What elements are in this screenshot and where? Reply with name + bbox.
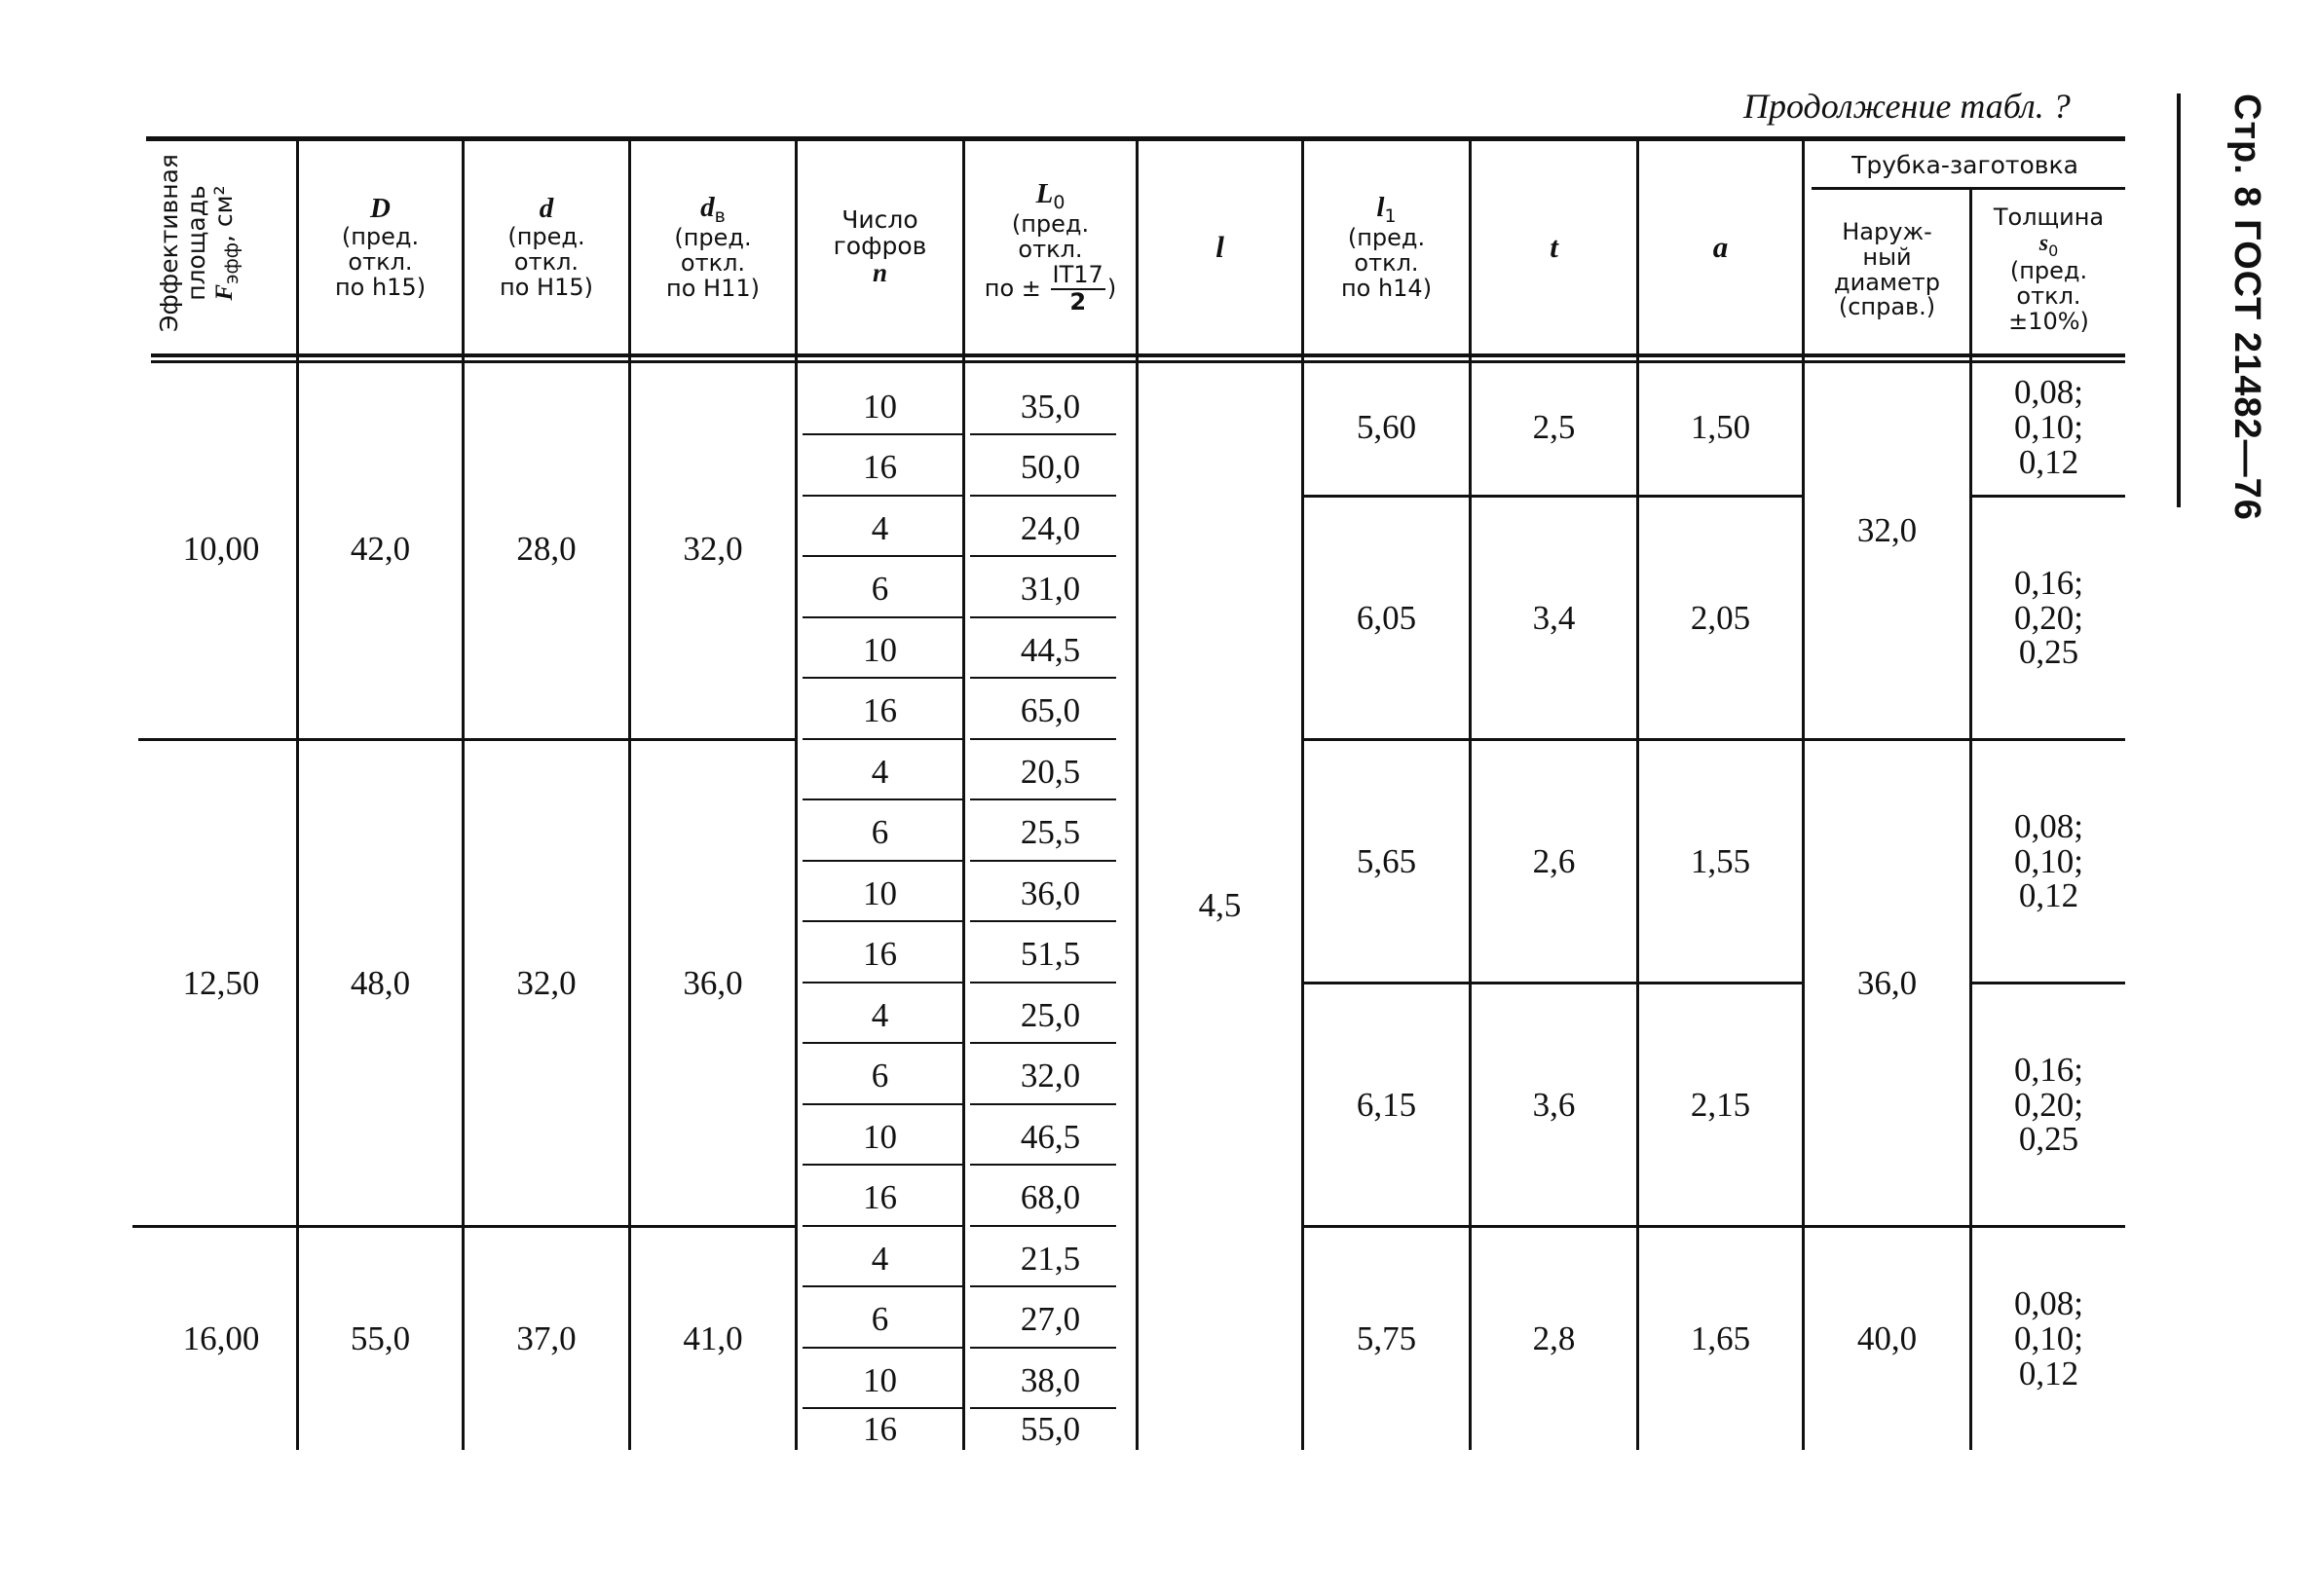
sub-5-s0-v3: 0,12 — [2018, 1354, 2079, 1392]
row-7-n: 4 — [871, 752, 889, 791]
sub-5-s0-v2: 0,10; — [2014, 1319, 2083, 1358]
row-rule-14 — [803, 1225, 962, 1227]
row-18-n: 16 — [863, 1410, 897, 1448]
row-14-n: 16 — [863, 1177, 897, 1216]
header-dv-symbol: d — [700, 191, 715, 223]
header-a — [1639, 144, 1802, 351]
sub-1-l1: 5,60 — [1356, 408, 1417, 446]
sub-2-l1: 6,05 — [1356, 598, 1417, 637]
row-6-L0: 65,0 — [1020, 690, 1081, 729]
row-9-L0: 36,0 — [1020, 873, 1081, 912]
header-outer-diameter — [1805, 190, 1969, 351]
row-11-n: 4 — [871, 995, 889, 1034]
row-rule-1b — [970, 433, 1116, 435]
header-f-symbol: F — [211, 283, 238, 301]
row-rule-10 — [803, 982, 962, 984]
sub-3-s0 — [1972, 741, 2125, 982]
group-3-D: 55,0 — [350, 1319, 411, 1357]
row-rule-16b — [970, 1347, 1116, 1349]
sub-1-s0-v1: 0,08; — [2014, 373, 2083, 412]
side-header-rule — [2177, 93, 2181, 507]
sub-2-s0-v2: 0,20; — [2014, 598, 2083, 637]
row-2-L0: 50,0 — [1020, 447, 1081, 486]
group-2-dv: 36,0 — [683, 963, 743, 1002]
header-l1-sub: 1 — [1384, 204, 1397, 227]
sub-3-t: 2,6 — [1532, 841, 1576, 880]
sub-3-l1: 5,65 — [1356, 841, 1417, 880]
header-L0-sub: 0 — [1053, 191, 1066, 213]
row-rule-13b — [970, 1164, 1116, 1166]
header-thickness-sub: 0 — [2048, 241, 2059, 260]
row-5-L0: 44,5 — [1020, 630, 1081, 669]
header-L0 — [965, 144, 1136, 351]
row-rule-3b — [970, 555, 1116, 557]
header-l1-symbol: l — [1376, 191, 1385, 223]
sub-1-a: 1,50 — [1690, 408, 1751, 446]
row-rule-1 — [803, 433, 962, 435]
header-effective-area — [156, 143, 243, 343]
row-10-L0: 51,5 — [1020, 934, 1081, 973]
sub-5-l1: 5,75 — [1356, 1319, 1417, 1357]
row-3-n: 4 — [871, 508, 889, 547]
row-rule-5 — [803, 677, 962, 679]
header-dv-sub: в — [714, 204, 726, 227]
row-rule-2 — [803, 495, 962, 497]
row-6-n: 16 — [863, 690, 897, 729]
header-L0-den: 2 — [1069, 288, 1087, 316]
header-D-symbol: D — [370, 193, 391, 225]
header-tube-group — [1805, 143, 2125, 187]
row-8-L0: 25,5 — [1020, 812, 1081, 851]
row-2-n: 16 — [863, 447, 897, 486]
row-12-L0: 32,0 — [1020, 1056, 1081, 1095]
sub-4-s0 — [1972, 984, 2125, 1225]
row-rule-3 — [803, 555, 962, 557]
group-1-F: 10,00 — [182, 530, 260, 568]
sub-3-s0-v3: 0,12 — [2018, 876, 2079, 915]
row-13-n: 10 — [863, 1117, 897, 1156]
group-1-D: 42,0 — [350, 530, 411, 568]
header-f-sub: эфф — [221, 241, 243, 284]
row-18-L0: 55,0 — [1020, 1410, 1081, 1448]
sub-5-a: 1,65 — [1690, 1319, 1751, 1357]
sub-2-a: 2,05 — [1690, 598, 1751, 637]
table-continuation-caption: Продолжение табл. ? — [1743, 87, 2071, 126]
header-a-symbol: a — [1712, 230, 1729, 265]
header-thickness — [1972, 190, 2125, 351]
group-3-F: 16,00 — [182, 1319, 260, 1357]
header-tube-group-label: Трубка-заготовка — [1851, 151, 2078, 179]
row-rule-7b — [970, 798, 1116, 800]
row-rule-6 — [803, 738, 962, 740]
row-rule-9 — [803, 920, 962, 922]
header-f-unit: , см² — [209, 185, 238, 242]
header-L0-fraction — [1051, 263, 1105, 315]
row-rule-11b — [970, 1042, 1116, 1044]
row-12-n: 6 — [871, 1056, 889, 1095]
header-n — [798, 144, 962, 351]
row-rule-10b — [970, 982, 1116, 984]
row-9-n: 10 — [863, 873, 897, 912]
sub-4-a: 2,15 — [1690, 1085, 1751, 1124]
header-L0-close: ) — [1106, 275, 1117, 303]
header-thickness-symbol: s — [2038, 231, 2049, 257]
sub-2-t: 3,4 — [1532, 598, 1576, 637]
row-11-L0: 25,0 — [1020, 995, 1081, 1034]
sub-1-s0-v2: 0,10; — [2014, 408, 2083, 447]
row-rule-8 — [803, 860, 962, 862]
group-2-F: 12,50 — [182, 963, 260, 1002]
sub-2-s0-v1: 0,16; — [2014, 563, 2083, 602]
group-2-d: 32,0 — [516, 963, 577, 1002]
row-14-L0: 68,0 — [1020, 1177, 1081, 1216]
sub-4-s0-v3: 0,25 — [2018, 1120, 2079, 1159]
row-rule-5b — [970, 677, 1116, 679]
header-n-title: Число гофров — [833, 205, 927, 261]
row-rule-15b — [970, 1285, 1116, 1287]
row-rule-15 — [803, 1285, 962, 1287]
row-rule-6b — [970, 738, 1116, 740]
row-rule-16 — [803, 1347, 962, 1349]
row-rule-14b — [970, 1225, 1116, 1227]
row-rule-2b — [970, 495, 1116, 497]
group-1-outer-d: 32,0 — [1856, 511, 1918, 549]
sub-3-a: 1,55 — [1690, 841, 1751, 880]
group-2-D: 48,0 — [350, 963, 411, 1002]
header-d-symbol: d — [539, 193, 554, 225]
group-1-dv: 32,0 — [683, 530, 743, 568]
sub-5-s0-v1: 0,08; — [2014, 1284, 2083, 1323]
row-3-L0: 24,0 — [1020, 508, 1081, 547]
row-1-n: 10 — [863, 387, 897, 426]
header-l1 — [1304, 144, 1469, 351]
group-3-d: 37,0 — [516, 1319, 577, 1357]
group-3-dv: 41,0 — [683, 1319, 743, 1357]
row-15-n: 4 — [871, 1239, 889, 1278]
row-rule-4b — [970, 616, 1116, 618]
row-rule-8b — [970, 860, 1116, 862]
l-value: 4,5 — [1198, 885, 1242, 924]
header-n-symbol: n — [872, 258, 888, 288]
header-L0-po: по ± — [984, 275, 1041, 303]
group-3-outer-d: 40,0 — [1856, 1319, 1918, 1357]
sub-3-s0-v1: 0,08; — [2014, 806, 2083, 845]
header-t — [1472, 144, 1636, 351]
row-13-L0: 46,5 — [1020, 1117, 1081, 1156]
header-L0-symbol: L — [1035, 178, 1054, 210]
header-thickness-note: (пред. откл. ±10%) — [2008, 257, 2089, 335]
row-8-n: 6 — [871, 812, 889, 851]
row-4-n: 6 — [871, 569, 889, 608]
row-rule-12 — [803, 1103, 962, 1105]
header-outer-diameter-label: Наруж-ный диаметр (справ.) — [1834, 217, 1940, 321]
row-rule-13 — [803, 1164, 962, 1166]
sub-5-t: 2,8 — [1532, 1319, 1576, 1357]
row-10-n: 16 — [863, 934, 897, 973]
header-D — [299, 144, 462, 351]
sub-4-s0-v1: 0,16; — [2014, 1050, 2083, 1089]
header-dv-note: (пред. откл. по H11) — [666, 224, 760, 303]
row-rule-7 — [803, 798, 962, 800]
group-1-d: 28,0 — [516, 530, 577, 568]
row-7-L0: 20,5 — [1020, 752, 1081, 791]
page-side-header: Стр. 8 ГОСТ 21482—76 — [2226, 93, 2267, 521]
sub-2-s0 — [1972, 498, 2125, 738]
header-thickness-title: Толщина — [1993, 204, 2105, 232]
sub-1-s0-v3: 0,12 — [2018, 442, 2079, 481]
header-t-symbol: t — [1550, 230, 1558, 265]
header-L0-num: IT17 — [1052, 261, 1103, 289]
header-dv — [631, 144, 795, 351]
row-rule-9b — [970, 920, 1116, 922]
row-16-n: 6 — [871, 1299, 889, 1338]
header-L0-note: (пред. откл. — [1011, 210, 1090, 264]
sub-2-s0-v3: 0,25 — [2018, 633, 2079, 672]
sub-4-l1: 6,15 — [1356, 1085, 1417, 1124]
header-d-note: (пред. откл. по H15) — [500, 222, 593, 301]
row-15-L0: 21,5 — [1020, 1239, 1081, 1278]
sub-1-s0 — [1972, 360, 2125, 495]
row-rule-4 — [803, 616, 962, 618]
row-1-L0: 35,0 — [1020, 387, 1081, 426]
sub-5-s0 — [1972, 1228, 2125, 1450]
row-rule-11 — [803, 1042, 962, 1044]
row-4-L0: 31,0 — [1020, 569, 1081, 608]
row-16-L0: 27,0 — [1020, 1299, 1081, 1338]
header-d — [465, 144, 628, 351]
header-D-note: (пред. откл. по h15) — [334, 222, 427, 301]
row-17-n: 10 — [863, 1360, 897, 1399]
sub-3-s0-v2: 0,10; — [2014, 841, 2083, 880]
row-5-n: 10 — [863, 630, 897, 669]
header-l1-note: (пред. откл. по h14) — [1340, 224, 1433, 303]
header-l-symbol: l — [1215, 230, 1224, 265]
sub-4-t: 3,6 — [1532, 1085, 1576, 1124]
group-2-outer-d: 36,0 — [1856, 963, 1918, 1002]
sub-1-t: 2,5 — [1532, 408, 1576, 446]
row-rule-12b — [970, 1103, 1116, 1105]
sub-4-s0-v2: 0,20; — [2014, 1085, 2083, 1124]
header-effective-area-label: Эффективная площадь — [155, 154, 210, 332]
row-17-L0: 38,0 — [1020, 1360, 1081, 1399]
header-l — [1139, 144, 1301, 351]
